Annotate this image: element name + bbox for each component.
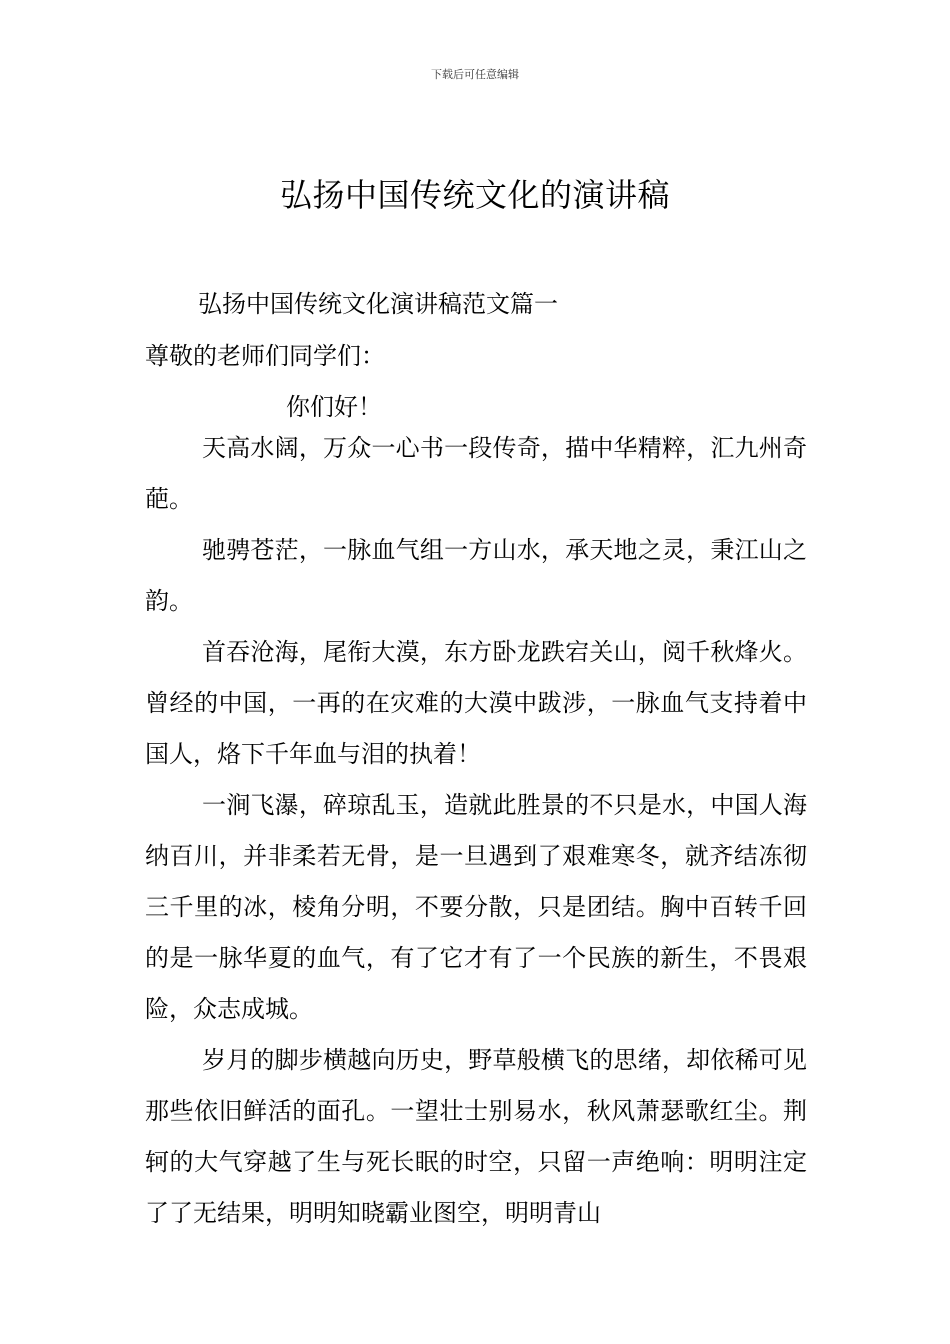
salutation: 尊敬的老师们同学们： (145, 342, 385, 370)
paragraph: 天高水阔，万众一心书一段传奇，描中华精粹，汇九州奇葩。 (145, 434, 807, 513)
paragraph: 驰骋苍茫，一脉血气组一方山水，承天地之灵，秉江山之韵。 (145, 536, 807, 615)
paragraph: 一涧飞瀑，碎琼乱玉，造就此胜景的不只是水，中国人海纳百川，并非柔若无骨，是一旦遇到了艰难寒冬，就齐结冻彻三千里的冰，棱角分明，不要分散，只是团结。胸中百转千回的是一脉华夏的血气，有了它才有了一个民族的新生，不畏艰险，众志成城。 (145, 791, 807, 1023)
section-subtitle: 弘扬中国传统文化演讲稿范文篇一 (198, 290, 558, 318)
paragraph: 首吞沧海，尾衔大漠，东方卧龙跌宕关山，阅千秋烽火。曾经的中国，一再的在灾难的大漠中跋涉，一脉血气支持着中国人，烙下千年血与泪的执着！ (145, 638, 807, 768)
document-title: 弘扬中国传统文化的演讲稿 (279, 176, 670, 214)
header-note: 下载后可任意编辑 (431, 68, 519, 81)
paragraph: 岁月的脚步横越向历史，野草般横飞的思绪，却依稀可见那些依旧鲜活的面孔。一望壮士别易水，秋风萧瑟歌红尘。荆轲的大气穿越了生与死长眠的时空，只留一声绝响：明明注定了了无结果，明明知晓霸业图空，明明青山 (145, 1046, 807, 1227)
greeting: 你们好！ (286, 393, 382, 421)
